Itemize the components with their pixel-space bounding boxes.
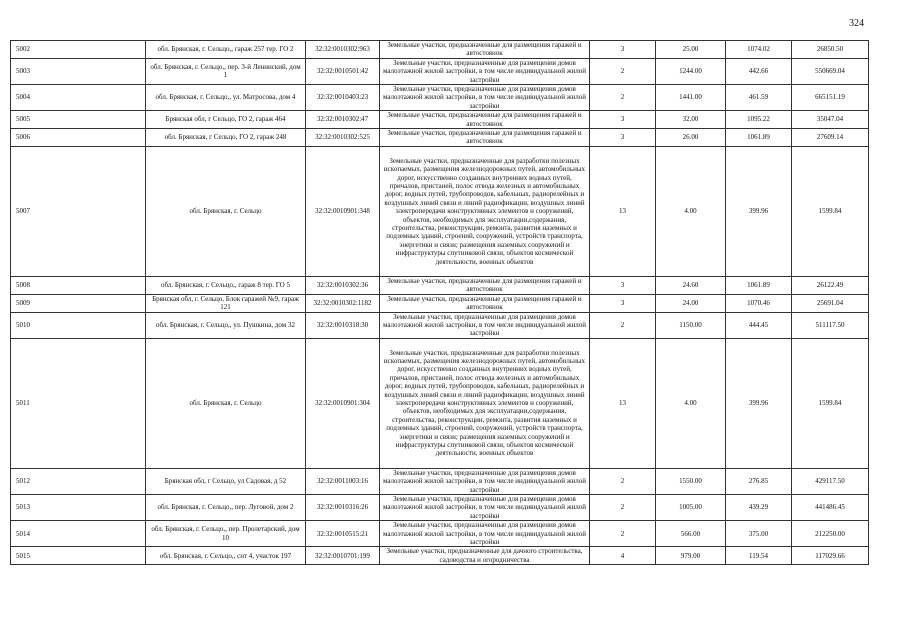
address-cell: обл. Брянская, г Сельцо, ГО 2, гараж 248 bbox=[146, 129, 306, 147]
specific-value-cell: 399.96 bbox=[726, 338, 792, 468]
row-number-cell: 5002 bbox=[11, 41, 146, 59]
land-use-cell: Земельные участки, предназначенные для размещения домов малоэтажной жилой застройки, в том числе индивидуальной жилой застройки bbox=[380, 494, 590, 520]
row-number-cell: 5008 bbox=[11, 276, 146, 294]
row-number-cell: 5009 bbox=[11, 294, 146, 312]
land-use-cell: Земельные участки, предназначенные для разработки полезных ископаемых, размещения железнодорожных путей, автомобильных дорог, искусственно созданных внутренних водных путей, причалов, пристаней, полос отвода железных и автомобильных дорог, водных путей, трубопроводов, кабельных, радиорелейных и воздушных линий связи и линий радиофикации, воздушных линий электропередачи конструктивных элементов и сооружений, объектов, необходимых для эксплуатации,содержания, строительства, реконструкции, ремонта, развития наземных и подземных зданий, строений, сооружений, устройств транспорта, энергетики и связи; размещения наземных сооружений и инфраструктуры спутниковой связи, объектов космической деятельности, военных объектов bbox=[380, 146, 590, 276]
table-row bbox=[11, 312, 869, 338]
group-cell: 2 bbox=[590, 468, 656, 494]
table-row bbox=[11, 294, 869, 312]
cadastral-value-cell: 212250.00 bbox=[792, 521, 869, 547]
land-use-cell: Земельные участки, предназначенные для размещения домов малоэтажной жилой застройки, в том числе индивидуальной жилой застройки bbox=[380, 85, 590, 111]
group-cell: 2 bbox=[590, 494, 656, 520]
address-cell: обл. Брянская, г. Сельцо,, пер. Луговой, дом 2 bbox=[146, 494, 306, 520]
land-use-cell: Земельные участки, предназначенные для дачного строительства, садоводства и огородничества bbox=[380, 547, 590, 565]
cadastral-number-cell: 32:32:0010701:199 bbox=[306, 547, 380, 565]
land-use-cell: Земельные участки, предназначенные для разработки полезных ископаемых, размещения железнодорожных путей, автомобильных дорог, искусственно созданных внутренних водных путей, причалов, пристаней, полос отвода железных и автомобильных дорог, водных путей, трубопроводов, кабельных, радиорелейных и воздушных линий связи и линий радиофикации, воздушных линий электропередачи конструктивных элементов и сооружений, объектов, необходимых для эксплуатации,содержания, строительства, реконструкции, ремонта, развития наземных и подземных зданий, строений, сооружений, устройств транспорта, энергетики и связи; размещения наземных сооружений и инфраструктуры спутниковой связи, объектов космической деятельности, военных объектов bbox=[380, 338, 590, 468]
area-cell: 1244.00 bbox=[656, 58, 726, 84]
group-cell: 3 bbox=[590, 276, 656, 294]
cadastral-number-cell: 32:32:0010901:304 bbox=[306, 338, 380, 468]
group-cell: 3 bbox=[590, 129, 656, 147]
table-row bbox=[11, 129, 869, 147]
address-cell: Брянская обл, г. Сельцо, Блок гаражей №9, гараж 121 bbox=[146, 294, 306, 312]
specific-value-cell: 461.59 bbox=[726, 85, 792, 111]
specific-value-cell: 1074.02 bbox=[726, 41, 792, 59]
specific-value-cell: 119.54 bbox=[726, 547, 792, 565]
group-cell: 2 bbox=[590, 58, 656, 84]
address-cell: Брянская обл, г Сельцо, ул Садовая, д 52 bbox=[146, 468, 306, 494]
group-cell: 13 bbox=[590, 338, 656, 468]
area-cell: 1005.00 bbox=[656, 494, 726, 520]
row-number-cell: 5005 bbox=[11, 111, 146, 129]
group-cell: 13 bbox=[590, 146, 656, 276]
cadastral-value-cell: 26122.49 bbox=[792, 276, 869, 294]
area-cell: 1550.00 bbox=[656, 468, 726, 494]
area-cell: 1441.00 bbox=[656, 85, 726, 111]
cadastral-value-cell: 665151.19 bbox=[792, 85, 869, 111]
table-row bbox=[11, 111, 869, 129]
cadastral-value-cell: 26850.50 bbox=[792, 41, 869, 59]
cadastral-value-table bbox=[10, 40, 869, 565]
address-cell: Брянская обл, г Сельцо, ГО 2, гараж 464 bbox=[146, 111, 306, 129]
cadastral-number-cell: 32:32:0010302:963 bbox=[306, 41, 380, 59]
area-cell: 24.00 bbox=[656, 294, 726, 312]
specific-value-cell: 439.29 bbox=[726, 494, 792, 520]
specific-value-cell: 375.00 bbox=[726, 521, 792, 547]
cadastral-number-cell: 32:32:0010316:26 bbox=[306, 494, 380, 520]
cadastral-value-cell: 25691.04 bbox=[792, 294, 869, 312]
cadastral-number-cell: 32:32:0011003:16 bbox=[306, 468, 380, 494]
area-cell: 1150.00 bbox=[656, 312, 726, 338]
row-number-cell: 5011 bbox=[11, 338, 146, 468]
page-number: 324 bbox=[849, 18, 864, 29]
specific-value-cell: 1061.89 bbox=[726, 276, 792, 294]
cadastral-number-cell: 32:32:0010302:36 bbox=[306, 276, 380, 294]
area-cell: 4.00 bbox=[656, 146, 726, 276]
cadastral-value-cell: 550669.04 bbox=[792, 58, 869, 84]
specific-value-cell: 276.85 bbox=[726, 468, 792, 494]
table-body bbox=[11, 41, 869, 565]
cadastral-value-cell: 511117.50 bbox=[792, 312, 869, 338]
group-cell: 3 bbox=[590, 294, 656, 312]
table-row bbox=[11, 521, 869, 547]
area-cell: 979.00 bbox=[656, 547, 726, 565]
address-cell: обл. Брянская, г. Сельцо,, пер. Пролетарский, дом 10 bbox=[146, 521, 306, 547]
area-cell: 24.60 bbox=[656, 276, 726, 294]
table-row bbox=[11, 468, 869, 494]
row-number-cell: 5003 bbox=[11, 58, 146, 84]
land-use-cell: Земельные участки, предназначенные для размещения гаражей и автостоянок bbox=[380, 41, 590, 59]
land-use-cell: Земельные участки, предназначенные для размещения гаражей и автостоянок bbox=[380, 276, 590, 294]
cadastral-value-cell: 1599.84 bbox=[792, 338, 869, 468]
land-use-cell: Земельные участки, предназначенные для размещения домов малоэтажной жилой застройки, в том числе индивидуальной жилой застройки bbox=[380, 468, 590, 494]
table-row bbox=[11, 276, 869, 294]
land-use-cell: Земельные участки, предназначенные для размещения гаражей и автостоянок bbox=[380, 111, 590, 129]
group-cell: 2 bbox=[590, 312, 656, 338]
land-use-cell: Земельные участки, предназначенные для размещения гаражей и автостоянок bbox=[380, 129, 590, 147]
row-number-cell: 5013 bbox=[11, 494, 146, 520]
cadastral-value-cell: 27609.14 bbox=[792, 129, 869, 147]
address-cell: обл. Брянская, г. Сельцо bbox=[146, 338, 306, 468]
address-cell: обл. Брянская, г. Сельцо,, ул. Матросова, дом 4 bbox=[146, 85, 306, 111]
table-row bbox=[11, 146, 869, 276]
specific-value-cell: 399.96 bbox=[726, 146, 792, 276]
area-cell: 566.00 bbox=[656, 521, 726, 547]
group-cell: 4 bbox=[590, 547, 656, 565]
cadastral-number-cell: 32:32:0010302:1182 bbox=[306, 294, 380, 312]
address-cell: обл. Брянская, г. Сельцо,, снт 4, участок 197 bbox=[146, 547, 306, 565]
cadastral-number-cell: 32:32:0010318:30 bbox=[306, 312, 380, 338]
land-use-cell: Земельные участки, предназначенные для размещения домов малоэтажной жилой застройки, в том числе индивидуальной жилой застройки bbox=[380, 312, 590, 338]
cadastral-value-cell: 1599.84 bbox=[792, 146, 869, 276]
address-cell: обл. Брянская, г. Сельцо,, гараж 8 тер. ГО 5 bbox=[146, 276, 306, 294]
row-number-cell: 5006 bbox=[11, 129, 146, 147]
cadastral-number-cell: 32:32:0010302:525 bbox=[306, 129, 380, 147]
specific-value-cell: 1061.89 bbox=[726, 129, 792, 147]
cadastral-number-cell: 32:32:0010515:21 bbox=[306, 521, 380, 547]
cadastral-number-cell: 32:32:0010403:23 bbox=[306, 85, 380, 111]
group-cell: 2 bbox=[590, 85, 656, 111]
cadastral-value-cell: 35047.04 bbox=[792, 111, 869, 129]
group-cell: 3 bbox=[590, 111, 656, 129]
address-cell: обл. Брянская, г. Сельцо bbox=[146, 146, 306, 276]
cadastral-value-cell: 429117.50 bbox=[792, 468, 869, 494]
row-number-cell: 5015 bbox=[11, 547, 146, 565]
land-use-cell: Земельные участки, предназначенные для размещения гаражей и автостоянок bbox=[380, 294, 590, 312]
specific-value-cell: 444.45 bbox=[726, 312, 792, 338]
table-row bbox=[11, 85, 869, 111]
group-cell: 3 bbox=[590, 41, 656, 59]
row-number-cell: 5004 bbox=[11, 85, 146, 111]
area-cell: 32.00 bbox=[656, 111, 726, 129]
table-row bbox=[11, 547, 869, 565]
table-row bbox=[11, 494, 869, 520]
cadastral-number-cell: 32:32:0010302:47 bbox=[306, 111, 380, 129]
row-number-cell: 5014 bbox=[11, 521, 146, 547]
specific-value-cell: 442.66 bbox=[726, 58, 792, 84]
table-row bbox=[11, 41, 869, 59]
area-cell: 4.00 bbox=[656, 338, 726, 468]
address-cell: обл. Брянская, г. Сельцо,, ул. Пушкина, дом 32 bbox=[146, 312, 306, 338]
row-number-cell: 5010 bbox=[11, 312, 146, 338]
address-cell: обл. Брянская, г. Сельцо,, гараж 257 тер. ГО 2 bbox=[146, 41, 306, 59]
cadastral-number-cell: 32:32:0010901:348 bbox=[306, 146, 380, 276]
row-number-cell: 5012 bbox=[11, 468, 146, 494]
row-number-cell: 5007 bbox=[11, 146, 146, 276]
cadastral-value-cell: 117029.66 bbox=[792, 547, 869, 565]
specific-value-cell: 1070.46 bbox=[726, 294, 792, 312]
area-cell: 25.00 bbox=[656, 41, 726, 59]
cadastral-value-cell: 441486.45 bbox=[792, 494, 869, 520]
land-use-cell: Земельные участки, предназначенные для размещения домов малоэтажной жилой застройки, в том числе индивидуальной жилой застройки bbox=[380, 521, 590, 547]
land-use-cell: Земельные участки, предназначенные для размещения домов малоэтажной жилой застройки, в том числе индивидуальной жилой застройки bbox=[380, 58, 590, 84]
specific-value-cell: 1095.22 bbox=[726, 111, 792, 129]
group-cell: 2 bbox=[590, 521, 656, 547]
table-row bbox=[11, 58, 869, 84]
table-row bbox=[11, 338, 869, 468]
area-cell: 26.00 bbox=[656, 129, 726, 147]
address-cell: обл. Брянская, г. Сельцо,, пер. 3-й Ленинский, дом 1 bbox=[146, 58, 306, 84]
cadastral-number-cell: 32:32:0010501:42 bbox=[306, 58, 380, 84]
